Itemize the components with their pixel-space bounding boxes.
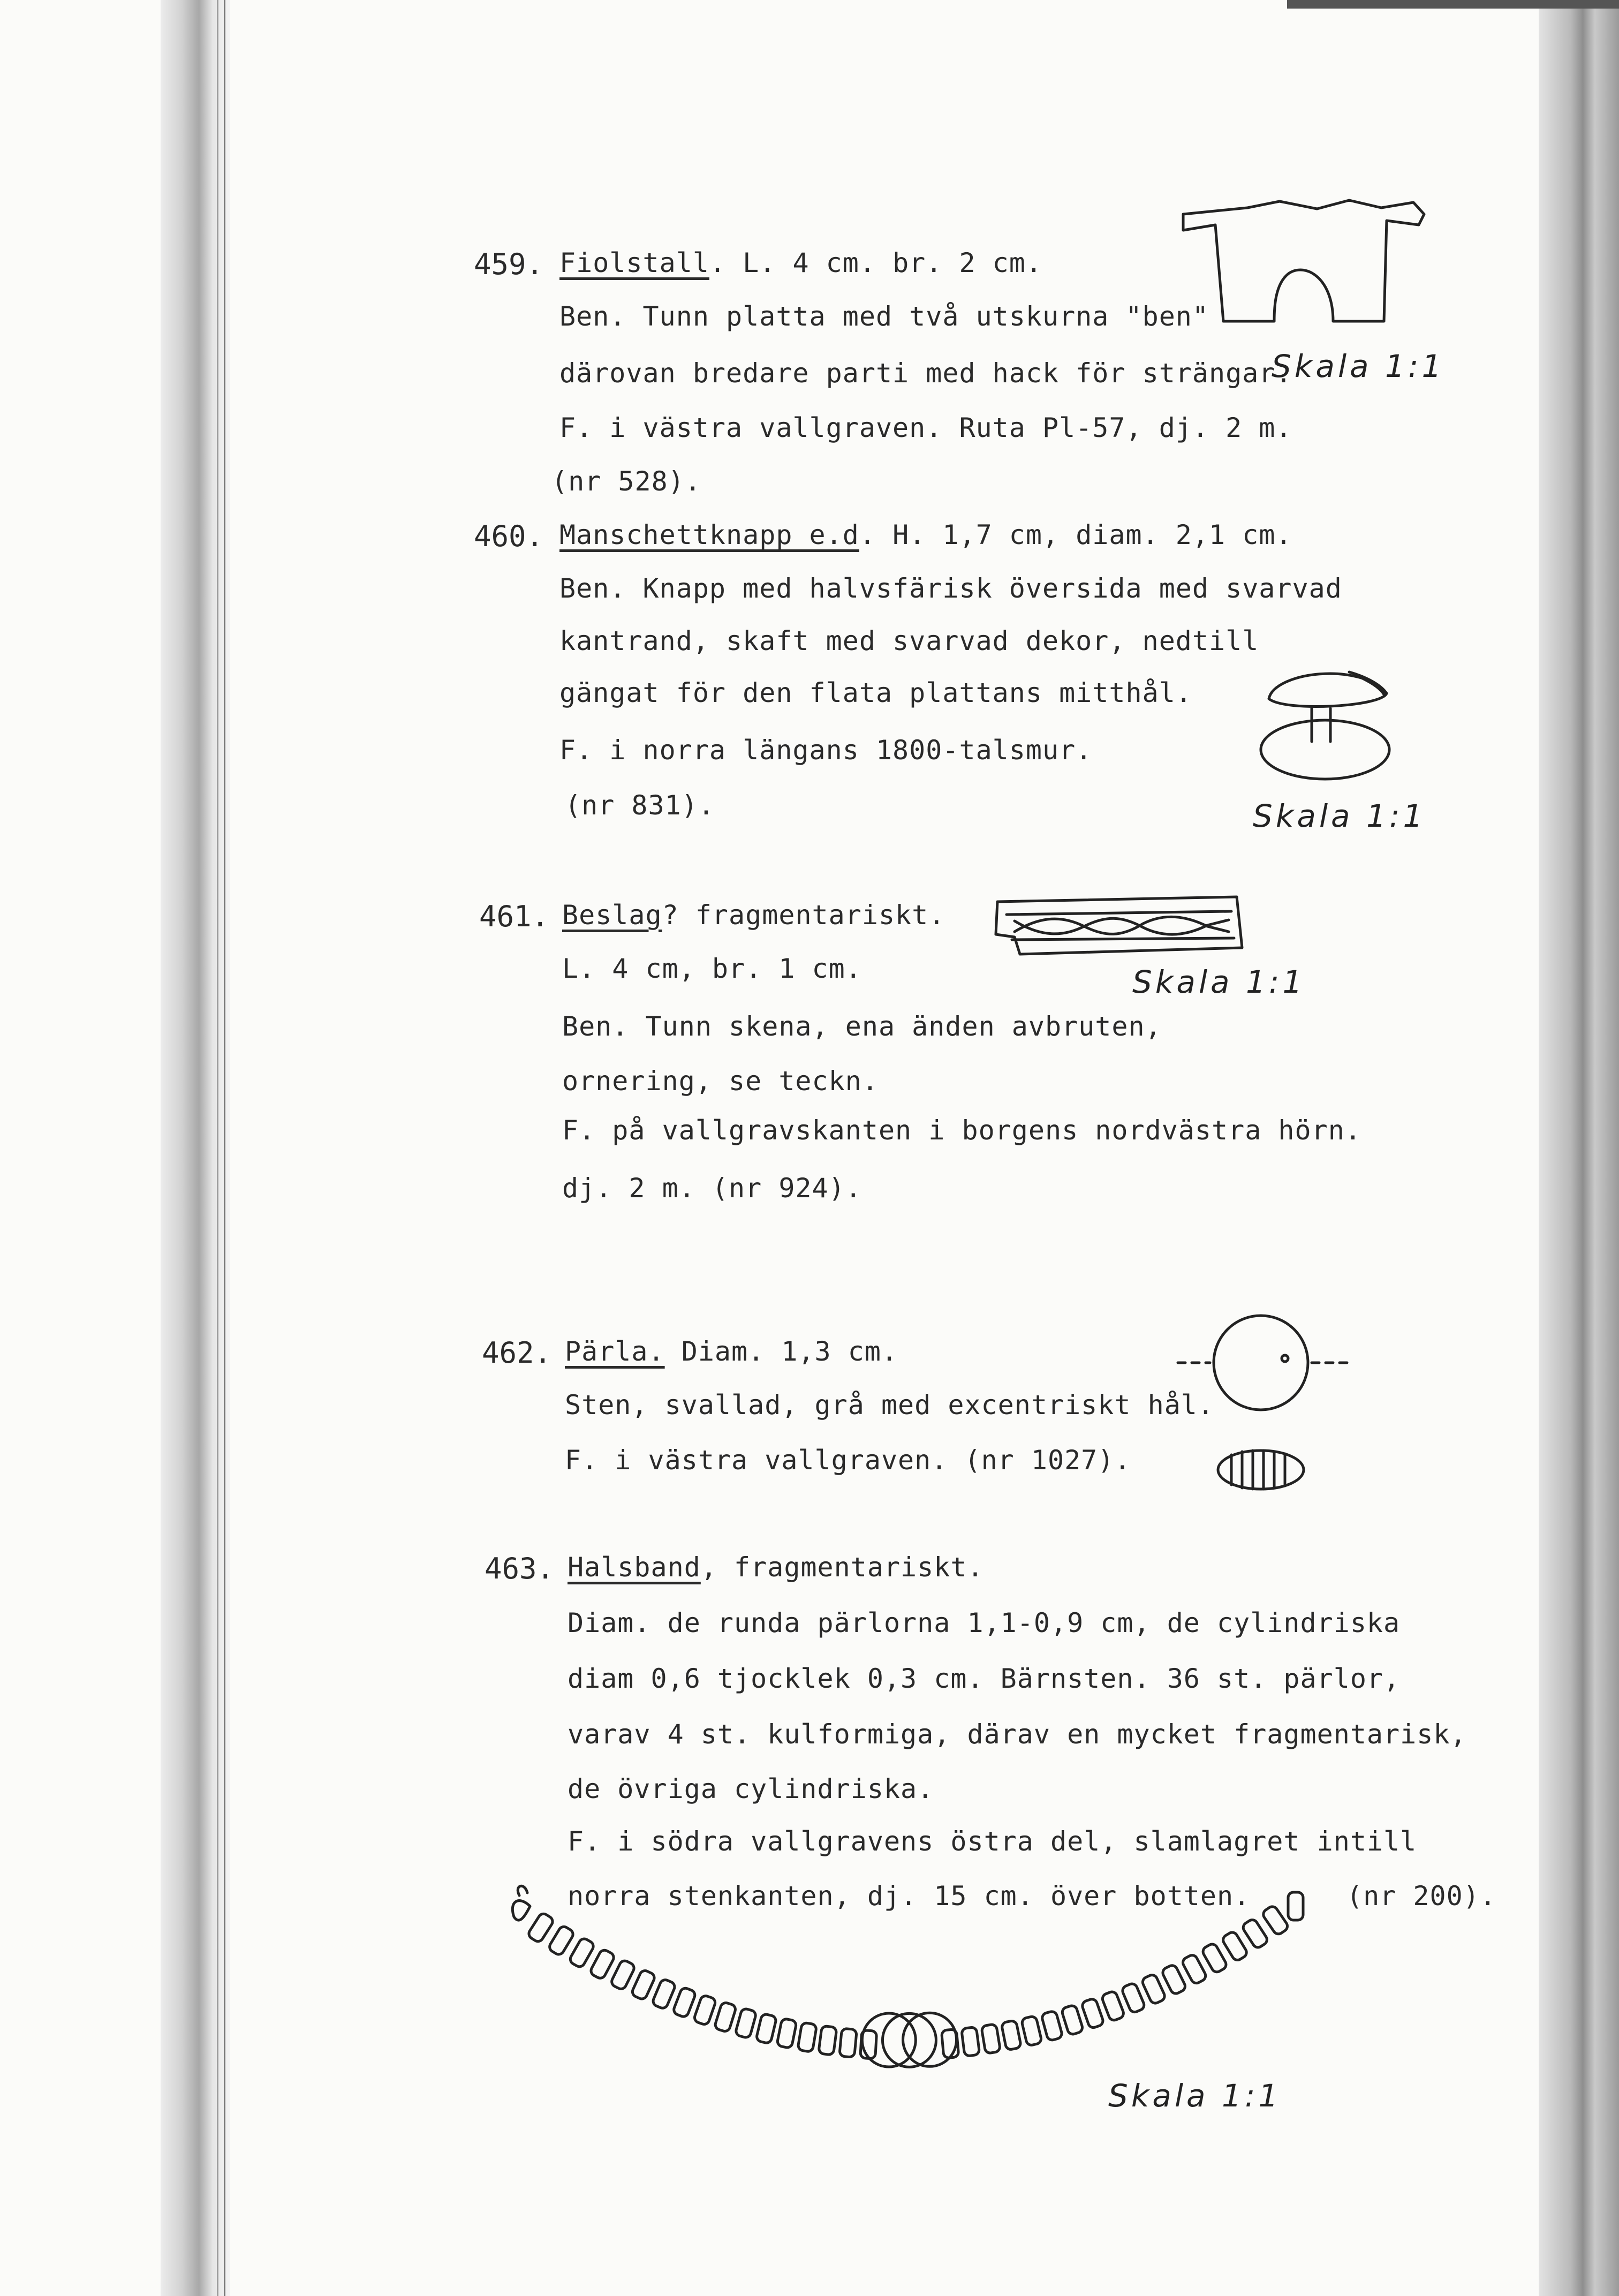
necklace-cylinder-bead: [1261, 1905, 1289, 1936]
necklace-cylinder-bead: [1141, 1973, 1166, 2005]
necklace-cylinder-bead: [1161, 1963, 1187, 1995]
necklace-cylinder-bead: [1061, 2004, 1084, 2035]
scale-label: Skala 1:1: [1253, 798, 1426, 834]
entry-line: gängat för den flata plattans mitthål.: [559, 677, 1192, 708]
entry-number: 463.: [485, 1552, 555, 1585]
binding-edge-line: [224, 0, 225, 2296]
scale-label: Skala 1:1: [1272, 348, 1445, 384]
necklace-cylinder-bead: [1081, 1998, 1104, 2029]
entry-heading: [568, 1552, 984, 1583]
entry-number: 459.: [474, 247, 544, 281]
entry-heading: [559, 519, 1292, 550]
necklace-cylinder-bead: [1121, 1982, 1146, 2014]
necklace-cylinder-bead: [798, 2022, 817, 2052]
necklace-cylinder-bead: [652, 1978, 676, 2010]
entry-line: därovan bredare parti med hack för strängar.: [559, 358, 1292, 389]
entry-measurements: , fragmentariskt.: [700, 1552, 984, 1583]
entry-title: Halsband: [568, 1552, 701, 1583]
necklace-cylinder-bead: [527, 1912, 555, 1944]
entry-line: dj. 2 m. (nr 924).: [562, 1173, 862, 1204]
entry-measurements: Diam. 1,3 cm.: [664, 1336, 898, 1367]
necklace-cylinder-bead: [1101, 1990, 1125, 2022]
entry-heading: [559, 247, 1042, 278]
entry-number: 461.: [479, 900, 549, 933]
necklace-cylinder-bead: [693, 1995, 717, 2026]
necklace-cylinder-bead: [714, 2002, 737, 2033]
entry-title: Pärla.: [565, 1336, 665, 1367]
entry-line: (nr 831).: [565, 790, 715, 821]
necklace-cylinder-bead: [1181, 1953, 1207, 1985]
scale-label: Skala 1:1: [1108, 2078, 1282, 2114]
entry-line: F. i västra vallgraven. Ruta Pl-57, dj. 2 m.: [559, 412, 1292, 443]
necklace-cylinder-bead: [672, 1987, 697, 2018]
entry-line: diam 0,6 tjocklek 0,3 cm. Bärnsten. 36 st. pärlor,: [568, 1663, 1401, 1694]
entry-measurements: ? fragmentariskt.: [662, 900, 945, 931]
page-right-edge: [1539, 0, 1619, 2296]
entry-line: ornering, se teckn.: [562, 1066, 879, 1097]
necklace-cylinder-bead: [1201, 1942, 1228, 1974]
page-binding: [161, 0, 230, 2296]
necklace-cylinder-bead: [1041, 2011, 1063, 2042]
necklace-cylinder-bead: [839, 2028, 857, 2057]
necklace-cylinder-bead: [1288, 1892, 1303, 1920]
necklace-cylinder-bead: [1241, 1918, 1269, 1950]
necklace-cylinder-bead: [962, 2027, 980, 2056]
entry-heading: [562, 900, 945, 931]
necklace-cylinder-bead: [1001, 2020, 1022, 2051]
scale-label: Skala 1:1: [1132, 964, 1306, 1000]
entry-number: 460.: [474, 519, 544, 553]
necklace-cylinder-bead: [631, 1969, 656, 2000]
entry-number: 462.: [482, 1336, 552, 1370]
entry-line: F. i västra vallgraven. (nr 1027).: [565, 1445, 1131, 1476]
necklace-cylinder-bead: [610, 1959, 636, 1991]
page-corner-shadow: [1287, 0, 1619, 9]
entry-line: de övriga cylindriska.: [568, 1773, 934, 1804]
necklace-cylinder-bead: [819, 2026, 837, 2055]
entry-title: Beslag: [562, 900, 662, 931]
entry-line: F. på vallgravskanten i borgens nordvästra hörn.: [562, 1115, 1361, 1146]
entry-title: Manschettknapp e.d: [559, 519, 859, 550]
necklace-cylinder-bead: [735, 2008, 757, 2039]
necklace-cylinder-bead: [1221, 1930, 1249, 1962]
necklace-cylinder-bead: [1021, 2015, 1042, 2046]
entry-line: Sten, svallad, grå med excentriskt hål.: [565, 1389, 1214, 1421]
entry-measurements: . L. 4 cm. br. 2 cm.: [709, 247, 1042, 278]
cufflink-drawing: [1253, 661, 1403, 784]
violin-bridge-drawing: [1172, 193, 1429, 327]
entry-line: varav 4 st. kulformiga, därav en mycket fragmentarisk,: [568, 1719, 1467, 1750]
entry-title: Fiolstall: [559, 247, 709, 278]
entry-measurements: . H. 1,7 cm, diam. 2,1 cm.: [859, 519, 1292, 550]
entry-line: F. i norra längans 1800-talsmur.: [559, 735, 1093, 766]
mount-fragment-drawing: [993, 894, 1245, 964]
necklace-cylinder-bead: [589, 1948, 615, 1980]
entry-line: L. 4 cm, br. 1 cm.: [562, 953, 862, 984]
necklace-cylinder-bead: [777, 2018, 797, 2049]
entry-line: kantrand, skaft med svarvad dekor, nedtill: [559, 625, 1259, 656]
entry-line: Ben. Tunn platta med två utskurna "ben": [559, 301, 1209, 332]
entry-reference: (nr 200).: [1346, 1880, 1496, 1912]
entry-line: (nr 528).: [551, 466, 701, 497]
entry-line: Ben. Knapp med halvsfärisk översida med svarvad: [559, 573, 1342, 604]
bead-drawing: [1172, 1309, 1355, 1502]
necklace-cylinder-bead: [548, 1925, 575, 1957]
necklace-cylinder-bead: [756, 2013, 777, 2044]
necklace-cylinder-bead: [981, 2024, 1001, 2054]
entry-line: F. i södra vallgravens östra del, slamlagret intill: [568, 1826, 1417, 1857]
necklace-cylinder-bead: [569, 1937, 595, 1968]
binding-edge-line: [217, 0, 218, 2296]
entry-line: norra stenkanten, dj. 15 cm. över botten.: [568, 1880, 1251, 1912]
entry-line: Diam. de runda pärlorna 1,1-0,9 cm, de cylindriska: [568, 1607, 1401, 1638]
entry-line: Ben. Tunn skena, ena änden avbruten,: [562, 1011, 1162, 1042]
entry-heading: [565, 1336, 898, 1367]
